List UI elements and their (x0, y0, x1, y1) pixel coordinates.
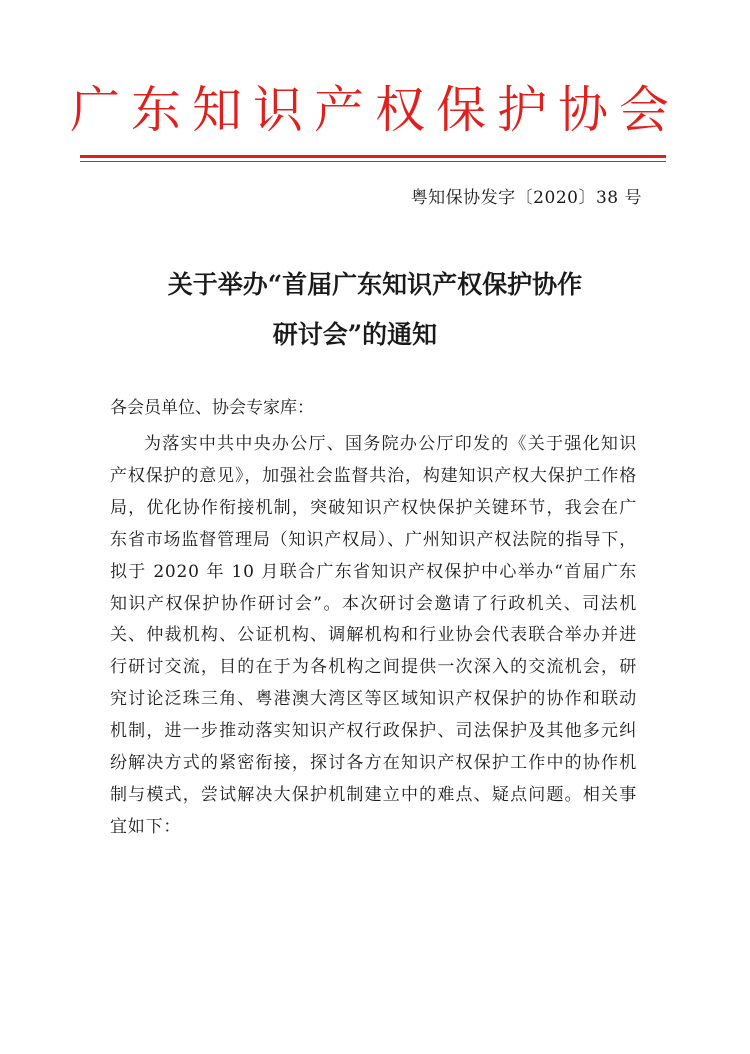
notice-title-line-2: 研讨会”的通知 (272, 320, 438, 349)
notice-title (0, 260, 750, 360)
body-paragraph: 为落实中共中央办公厅、国务院办公厅印发的《关于强化知识产权保护的意见》，加强社会监督共治，构建知识产权大保护工作格局，优化协作衔接机制，突破知识产权快保护关键环节，我会在广东省市场监督管理局（知识产权局）、广州知识产权法院的指导下，拟于 2020 年 10 月联合广东省知识产权保护中心举办“首届广东知识产权保护协作研讨会”。本次研讨会邀请了行政机关、司法机关、仲裁机构、公证机构、调解机构和行业协会代表联合举办并进行研讨交流，目的在于为各机构之间提供一次深入的交流机会，研究讨论泛珠三角、粤港澳大湾区等区域知识产权保护的协作和联动机制，进一步推动落实知识产权行政保护、司法保护及其他多元纠纷解决方式的紧密衔接，探讨各方在知识产权保护工作中的协作机制与模式，尝试解决大保护机制建立中的难点、疑点问题。相关事宜如下： (110, 434, 637, 837)
red-header-rule-thin (80, 161, 666, 162)
red-header-rule (80, 155, 666, 158)
notice-title-line-1: 关于举办“首届广东知识产权保护协作 (167, 270, 583, 299)
salutation: 各会员单位、协会专家库： (110, 398, 314, 418)
document-number: 粤知保协发字〔2020〕38 号 (410, 188, 642, 208)
org-name-header: 广东知识产权保护协会 (70, 81, 680, 139)
